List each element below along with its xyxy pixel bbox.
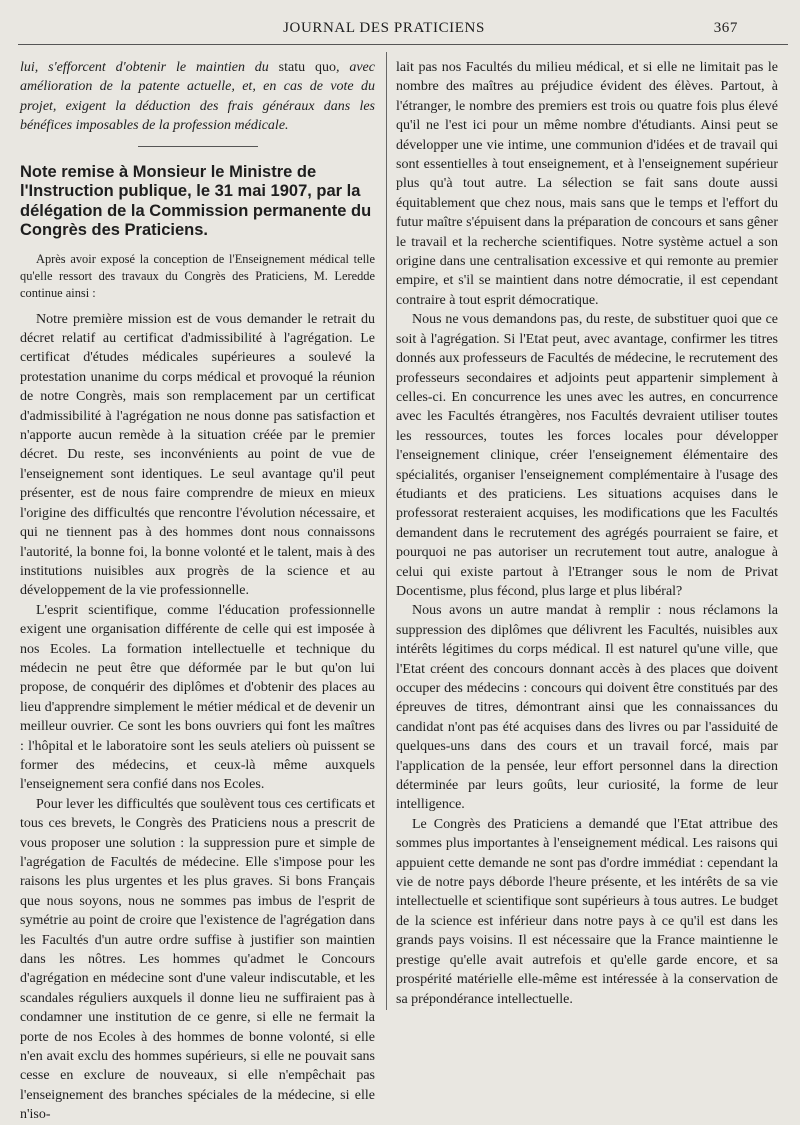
journal-title: JOURNAL DES PRATICIENS <box>283 20 485 36</box>
body-paragraph-5: Nous ne vous demandons pas, du reste, de substituer quoi que ce soit à l'agrégation. Si l'Etat peut, avec avantage, confirmer les titres donnés aux professeurs de Facultés de médecine, le recrutement des professeurs secondaires et adjoints peut appartenir simplement à celles-ci. En concurrence les unes avec les autres, en concurrence avec les Facultés étrangères, nos Facultés devraient utiliser toutes les ressources, toutes les forces locales pour développer l'enseignement clinique, créer l'enseignement élémentaire des spécialités, organiser l'enseignement complémentaire à l'usage des étudiants et des praticiens. Les situations acquises dans le professorat resteraient acquises, les modifications que les Facultés demandent dans le recrutement des agrégés pourraient se faire, et pourquoi ne pas autoriser un recrutement tout autre, analogue à celui qui existe partout à l'Etranger sous le nom de Privat Docentisme, plus fécond, plus large et plus libéral? <box>396 312 778 599</box>
intro-statu-quo: statu quo <box>278 60 336 75</box>
body-paragraph-6: Nous avons un autre mandat à remplir : nous réclamons la suppression des diplômes que délivrent les Facultés, nuisibles aux intérêts légitimes du corps médical. Il est naturel qu'une ville, que l'Etat créent des concours donnant accès à des places que doivent occuper des médecins : concours qui doivent être constitués par des épreuves de titres, démontrant ainsi que les connaissances du candidat n'ont pas été acquises dans des livres ou par l'assiduité de quelques-uns dans des cours et un travail forcé, mais par l'application de la pensée, leur effort personnel dans la direction déterminée par leurs goûts, leur curiosité, la forme de leur intelligence. <box>396 603 778 813</box>
section-separator <box>138 146 258 147</box>
intro-text-2: , avec amélioration de la patente actuelle, et, en cas de vote du projet, exigent la déduction des frais généraux dans les bénéfices imposables de la profession médicale. <box>20 60 375 134</box>
column-divider <box>386 52 387 1010</box>
article-preface: Après avoir exposé la conception de l'Enseignement médical telle qu'elle ressort des travaux du Congrès des Praticiens, M. Leredde continue ainsi : <box>20 251 375 300</box>
running-header <box>30 20 738 40</box>
body-paragraph-7: Le Congrès des Praticiens a demandé que l'Etat attribue des sommes plus importantes à l'enseignement médical. Les raisons qui appuient cette demande ne sont pas d'ordre immédiat : cependant la vie de notre pays déborde l'heure présente, et les intérêts de sa vie intellectuelle et scientifique sont supérieurs à tous autres. Le budget de la science est inférieur dans notre pays à ce qu'il est dans les grands pays voisins. Il est nécessaire que la France maintienne le prestige qu'elle avait autrefois et qu'elle garde encore, et sa prospérité matérielle elle-même est intéressée à la conservation de sa prépondérance intellectuelle. <box>396 816 778 1007</box>
intro-text-1: lui, s'efforcent d'obtenir le maintien du <box>20 60 279 75</box>
header-rule <box>18 44 788 45</box>
body-paragraph-1: Notre première mission est de vous demander le retrait du décret relatif au certificat d'admissibilité à l'agrégation. Le certificat d'études médicales supérieures a soulevé la protestation unanime du corps médical et provoqué la réunion de notre Congrès, mais son remplacement par un certificat d'admissibilité à l'agrégation ne nous donne pas satisfaction et n'apporte aucun remède à la situation créée par le premier décret. Du reste, ses inconvénients au point de vue de l'enseignement sont identiques. Le seul avantage qu'il peut présenter, est de nous faire comprendre de mieux en mieux l'origine des difficultés que rencontre l'évolution nécessaire, et qui ne tiennent pas à des hommes dont nous connaissons l'autorité, la bonne foi, la bonne volonté et le talent, mais à des institutions nuisibles aux progrès de la science et au développement de la vie professionnelle. <box>20 311 375 599</box>
right-column <box>396 58 778 1010</box>
body-paragraph-2: L'esprit scientifique, comme l'éducation professionnelle exigent une organisation différente de celle qui est imposée à nos Ecoles. La formation intellectuelle et technique du médecin ne peut être que déformée par le but qu'on lui propose, de conquérir des diplômes et d'obtenir des places au lieu d'apprendre simplement le métier médical et de devenir un meilleur ouvrier. Ce sont les bons ouvriers qui font les maîtres : l'hôpital et le laboratoire sont les seuls ateliers où puissent se former des médecins, et ceux-là même auxquels l'enseignement sera confié dans nos Ecoles. <box>20 602 375 793</box>
left-column <box>20 58 375 1123</box>
body-paragraph-4: lait pas nos Facultés du milieu médical, et si elle ne limitait pas le nombre des maîtres au préjudice évident des élèves. Partout, à l'étranger, le nombre des premiers est trois ou quatre fois plus élevé qu'il ne l'est ici pour un même nombre d'étudiants. Ainsi peut se développer une vie intime, une communion d'idées et de travail qui sont essentielles à tout enseignement, et à l'enseignement supérieur plus qu'à tout autre. La sélection se fait sans doute aussi équitablement que chez nous, mais sans que le temps et l'effort du futur maître s'épuisent dans la préparation de concours et sans gêner le travail et la recherche scientifiques. Notre système actuel a son origine dans une centralisation excessive et qui remonte au premier empire, et s'il se maintient dans notre démocratie, il est cependant contraire à tout esprit démocratique. <box>396 60 778 308</box>
body-paragraph-3: Pour lever les difficultés que soulèvent tous ces certificats et tous ces brevets, le Congrès des Praticiens nous a prescrit de vous proposer une solution : la suppression pure et simple de l'agrégation de Facultés de médecine. Elle s'impose pour les raisons les plus urgentes et les plus graves. Si bons Français que nous soyons, nous ne sommes pas imbus de l'esprit de symétrie au point de croire que l'existence de l'agrégation dans les Facultés d'un autre ordre suffise à justifier son maintien dans les nôtres. Les hommes qu'admet le Concours d'agrégation en médecine sont d'une valeur indiscutable, et les scandales réguliers auxquels il donne lieu ne suffiraient pas à condamner une institution de ce genre, si elle ne fermait la porte de nos Ecoles à des hommes de bonne volonté, si elle n'en avait exclu des hommes supérieurs, si elle ne pouvait sans cesse en exclure de nouveaux, si elle n'empêchait pas l'enseignement des branches spéciales de la médecine, si elle n'iso- <box>20 796 375 1123</box>
page-number: 367 <box>713 20 738 36</box>
article-title: Note remise à Monsieur le Ministre de l'Instruction publique, le 31 mai 1907, par la délégation de la Commission permanente du Congrès des Praticiens. <box>20 162 372 240</box>
intro-paragraph <box>20 58 375 136</box>
